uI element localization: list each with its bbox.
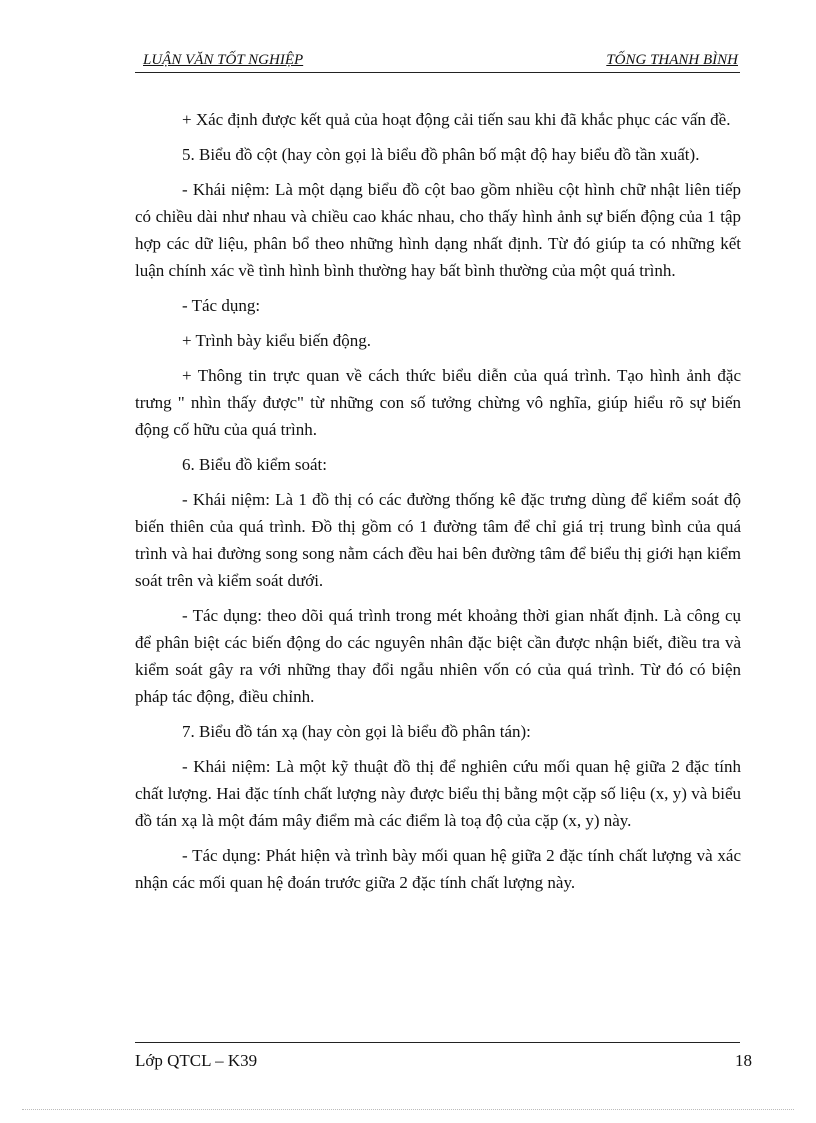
section-heading-scatter-chart: 7. Biểu đồ tán xạ (hay còn gọi là biểu đồ phân tán): — [182, 722, 531, 741]
paragraph: + Thông tin trực quan về cách thức biểu diễn của quá trình. Tạo hình ảnh đặc trưng " nhìn thấy được" từ những con số tưởng chừng vô nghĩa, giúp hiểu rõ sự biến động cố hữu của quá trình. — [135, 366, 741, 439]
paragraph: - Tác dụng: Phát hiện và trình bày mối quan hệ giữa 2 đặc tính chất lượng và xác nhận các mối quan hệ đoán trước giữa 2 đặc tính chất lượng này. — [135, 846, 741, 892]
section-heading-histogram: 5. Biểu đồ cột (hay còn gọi là biểu đồ phân bố mật độ hay biểu đồ tần xuất). — [182, 145, 700, 164]
paragraph: - Tác dụng: — [182, 296, 261, 315]
page-number: 18 — [735, 1051, 752, 1070]
paragraph: - Khái niệm: Là 1 đồ thị có các đường thống kê đặc trưng dùng để kiểm soát độ biến thiên của quá trình. Đồ thị gồm có 1 đường tâm để chỉ giá trị trung bình của quá trình và hai đường song song nằm cách đều hai bên đường tâm để biểu thị giới hạn kiểm soát trên và kiểm soát dưới. — [135, 490, 741, 590]
paragraph: - Khái niệm: Là một dạng biểu đồ cột bao gồm nhiều cột hình chữ nhật liên tiếp có chiều dài như nhau và chiều cao khác nhau, cho thấy hình ảnh sự biến động của 1 tập hợp các dữ liệu, phân bổ theo những hình dạng nhất định. Từ đó giúp ta có những kết luận chính xác về tình hình bình thường hay bất bình thường của một quá trình. — [135, 180, 741, 280]
footer-class-label: Lớp QTCL – K39 — [135, 1051, 258, 1070]
page-header — [135, 50, 740, 73]
section-heading-control-chart: 6. Biểu đồ kiểm soát: — [182, 455, 327, 474]
body-text — [135, 106, 741, 904]
header-author-name: TỐNG THANH BÌNH — [606, 52, 738, 68]
paragraph: + Xác định được kết quả của hoạt động cải tiến sau khi đã khắc phục các vấn đề. — [182, 110, 731, 129]
page-bottom-dotted-line — [22, 1109, 794, 1110]
header-thesis-title: LUẬN VĂN TỐT NGHIỆP — [143, 52, 304, 68]
paragraph: - Khái niệm: Là một kỹ thuật đồ thị để nghiên cứu mối quan hệ giữa 2 đặc tính chất lượng. Hai đặc tính chất lượng này được biểu thị bằng một cặp số liệu (x, y) và biểu đồ tán xạ là một đám mây điểm mà các điểm là toạ độ của cặp (x, y) này. — [135, 757, 741, 830]
footer-divider — [135, 1042, 740, 1043]
paragraph: + Trình bày kiểu biến động. — [182, 331, 372, 350]
paragraph: - Tác dụng: theo dõi quá trình trong mét khoảng thời gian nhất định. Là công cụ để phân biệt các biến động do các nguyên nhân đặc biệt cần được nhận biết, điều tra và kiểm soát gây ra với những thay đổi ngẫu nhiên vốn có của quá trình. Từ đó có biện pháp tác động, điều chỉnh. — [135, 606, 741, 706]
